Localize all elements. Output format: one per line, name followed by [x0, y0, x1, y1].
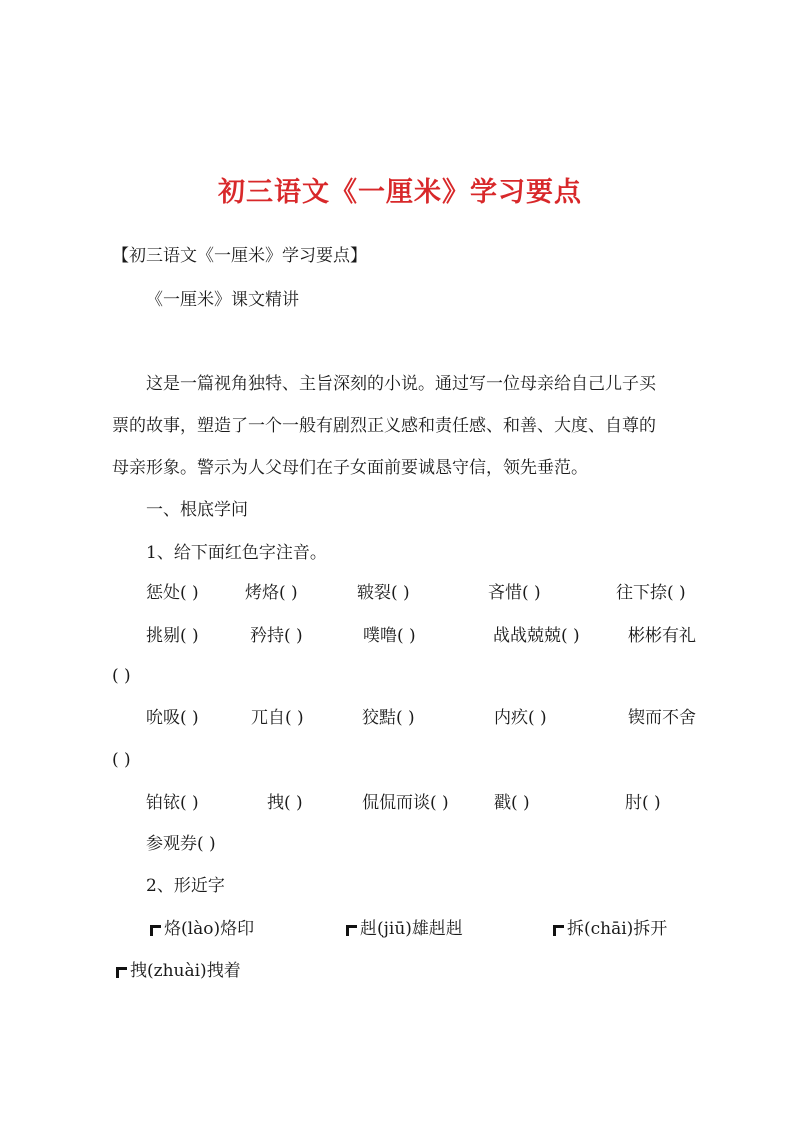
word-item: 戳( ): [494, 793, 530, 813]
word-item: 惩处( ): [146, 583, 199, 603]
word-item: 烤烙( ): [245, 583, 298, 603]
similar-char-text: 赳(jiū)雄赳赳: [360, 919, 463, 939]
word-item: 噗噜( ): [363, 626, 416, 646]
similar-char-text: 拽(zhuài)拽着: [130, 961, 241, 981]
similar-char-item: [116, 963, 241, 980]
word-item-wrap: ( ): [112, 666, 131, 686]
word-item: 兀自( ): [251, 708, 304, 728]
word-item: 战战兢兢( ): [493, 626, 580, 646]
word-item: 参观券( ): [146, 834, 216, 854]
section-heading: 一、根底学问: [146, 500, 248, 520]
word-item: 内疚( ): [494, 708, 547, 728]
word-item: 挑剔( ): [146, 626, 199, 646]
word-item-wrap: ( ): [112, 750, 131, 770]
word-item: 往下捺( ): [616, 583, 686, 603]
word-item: 铂铱( ): [146, 793, 199, 813]
word-item: 矜持( ): [250, 626, 303, 646]
subheading: 《一厘米》课文精讲: [146, 290, 299, 310]
word-item: 吝惜( ): [488, 583, 541, 603]
intro-line-2: 票的故事，塑造了一个一般有剧烈正义感和责任感、和善、大度、自尊的: [112, 416, 656, 436]
question-1: 1、给下面红色字注音。: [146, 543, 327, 563]
word-item: 肘( ): [625, 793, 661, 813]
word-item: 皲裂( ): [357, 583, 410, 603]
corner-mark-icon: [150, 925, 161, 936]
similar-char-item: [150, 921, 254, 938]
bracket-heading: 【初三语文《一厘米》学习要点】: [112, 246, 367, 266]
corner-mark-icon: [346, 925, 357, 936]
intro-line-1: 这是一篇视角独特、主旨深刻的小说。通过写一位母亲给自己儿子买: [146, 374, 656, 394]
similar-char-text: 烙(lào)烙印: [164, 919, 255, 939]
word-item: 狡黠( ): [362, 708, 415, 728]
word-item: 彬彬有礼: [628, 626, 696, 646]
similar-char-item: [553, 921, 667, 938]
word-item: 拽( ): [267, 793, 303, 813]
corner-mark-icon: [116, 967, 127, 978]
word-item: 吮吸( ): [146, 708, 199, 728]
word-item: 锲而不舍: [628, 708, 696, 728]
similar-char-text: 拆(chāi)拆开: [567, 919, 668, 939]
page-title: 初三语文《一厘米》学习要点: [218, 177, 582, 208]
corner-mark-icon: [553, 925, 564, 936]
question-2: 2、形近字: [146, 876, 225, 896]
similar-char-item: [346, 921, 463, 938]
word-item: 侃侃而谈( ): [362, 793, 449, 813]
intro-line-3: 母亲形象。警示为人父母们在子女面前要诚恳守信，领先垂范。: [112, 458, 588, 478]
